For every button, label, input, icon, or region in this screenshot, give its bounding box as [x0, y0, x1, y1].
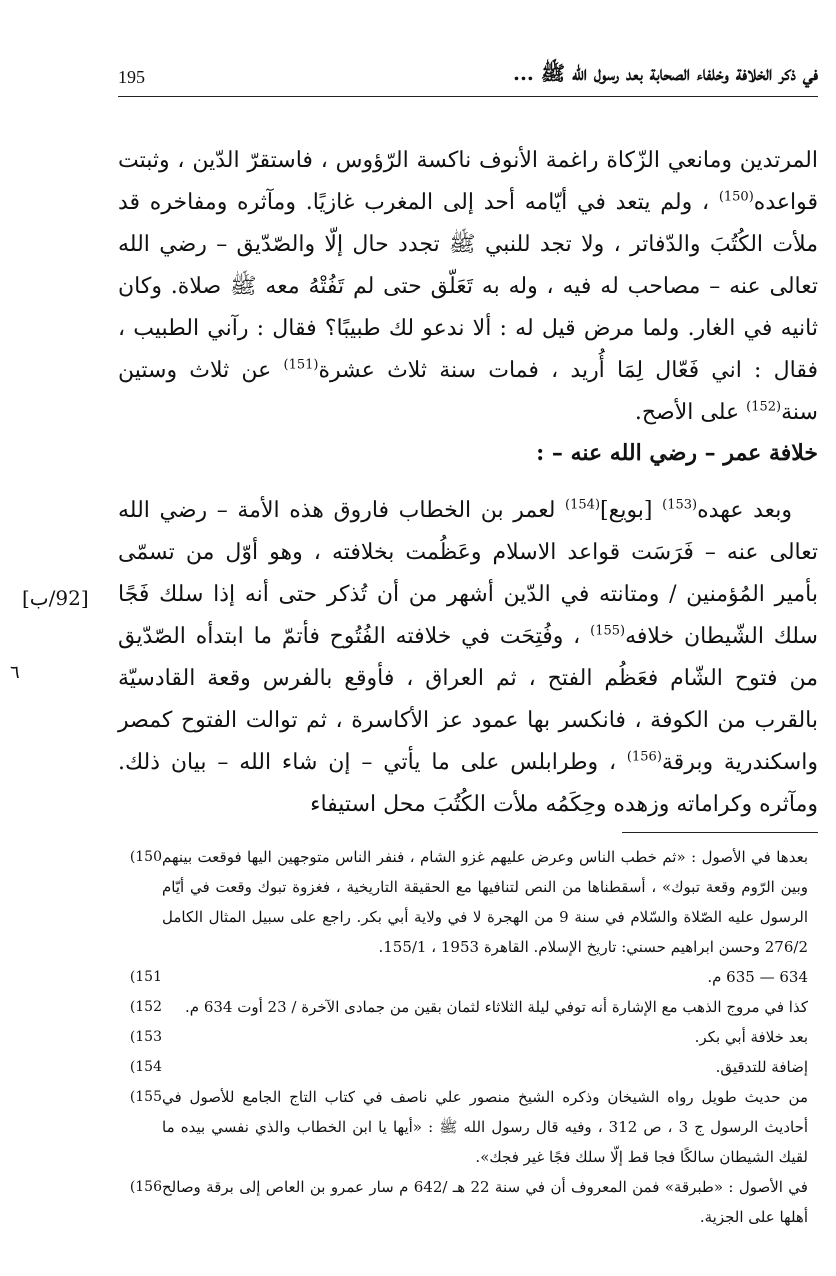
footnote-text: إضافة للتدقيق.: [715, 1058, 808, 1076]
running-header: [118, 60, 818, 97]
footnote-ref[interactable]: (155): [590, 623, 626, 639]
footnote-divider: [622, 832, 818, 833]
footnote-number: (155: [129, 1089, 162, 1105]
footnote-number: (156: [129, 1179, 162, 1195]
footnote-item: [118, 962, 818, 992]
footnote-ref[interactable]: (153): [662, 497, 698, 513]
footnote-ref[interactable]: (150): [718, 189, 754, 205]
footnote-ref[interactable]: (151): [283, 357, 319, 373]
paragraph-umar: [118, 490, 818, 826]
footnote-text: كذا في مروج الذهب مع الإشارة أنه توفي ليلة الثلاثاء لثمان بقين من جمادى الآخرة / 23 أوت 634 م.: [185, 998, 808, 1016]
text-run: [بويع]: [600, 498, 663, 523]
footnote-ref[interactable]: (154): [565, 497, 601, 513]
footnote-text: 634 — 635 م.: [707, 968, 808, 986]
footnote-ref[interactable]: (156): [626, 749, 662, 765]
text-run: لعمر بن الخطاب فاروق هذه الأمة – رضي الله تعالى عنه – فَرَسَت قواعد الاسلام وعَظُمت بخلافته ، وهو أوّل من تسمّى بأمير المُؤمنين / ومتانته في الدّين أشهر من أن تُذكر حتى أنه إذا سلك فَجًا سلك الشّيطان خلافه: [118, 498, 818, 649]
header-title: في ذكر الخلافة وخلفاء الصحابة بعد رسول الله ﷺ ...: [513, 61, 818, 85]
footnotes-list: [118, 842, 818, 1232]
folio-reference: [92/ب]: [22, 586, 89, 610]
footnote-number: (152: [129, 999, 162, 1015]
footnote-item: [118, 992, 818, 1022]
footnote-ref[interactable]: (152): [746, 399, 782, 415]
footnote-number: (153: [129, 1029, 162, 1045]
text-run: ، وطرابلس على ما يأتي – إن شاء الله – بيان ذلك. ومآثره وكراماته وزهده وحِكَمُه ملأت الكُتُبَ محل استيفاء: [118, 750, 818, 817]
page-number: 195: [118, 67, 145, 87]
footnote-text: من حديث طويل رواه الشيخان وذكره الشيخ منصور علي ناصف في كتاب التاج الجامع للأصول في أحاديث الرسول ج 3 ، ص 312 ، وفيه قال رسول الله ﷺ : «أيها يا ابن الخطاب والذي نفسي بيده ما لقيك الشيطان سالكًا فجا قط إلّا سلك فجًا غير فجك».: [162, 1088, 809, 1166]
footnote-item: [118, 1022, 818, 1052]
footnote-item: [118, 1082, 818, 1172]
section-heading: خلافة عمر – رضي الله عنه – :: [536, 440, 818, 466]
margin-mark: ٦: [10, 662, 20, 683]
text-run: المرتدين ومانعي الزّكاة راغمة الأنوف ناكسة الرّؤوس ، فاستقرّ الدّين ، وثبتت قواعده: [118, 148, 818, 215]
footnote-number: (150: [129, 849, 162, 865]
text-run: وبعد عهده: [697, 498, 792, 523]
footnote-item: [118, 842, 818, 962]
footnote-text: بعد خلافة أبي بكر.: [694, 1028, 808, 1046]
paragraph-abu-bakr: [118, 140, 818, 434]
footnote-number: (151: [129, 969, 162, 985]
text-run: على الأصح.: [634, 400, 747, 425]
footnote-number: (154: [129, 1059, 162, 1075]
text-run: عن ثلاث وستين سنة: [118, 358, 818, 425]
text-run: ، ولم يتعد في أيّامه أحد إلى المغرب غازيًا. ومآثره ومفاخره قد ملأت الكُتُبَ والدّفاتر ، ولا تجد للنبي ﷺ تجدد حال إلّا والصّدّيق – رضي الله تعالى عنه – مصاحب له فيه ، وله به تَعَلّق حتى لم تَفُتْهُ معه ﷺ صلاة. وكان ثانيه في الغار. ولما مرض قيل له : ألا ندعو لك طبيبًا؟ فقال : رآني الطبيب ، فقال : اني فَعّال لِمَا أُريد ، فمات سنة ثلاث عشرة: [118, 190, 818, 383]
footnote-item: [118, 1052, 818, 1082]
footnote-text: بعدها في الأصول : «ثم خطب الناس وعرض عليهم غزو الشام ، فنفر الناس متوجهين اليها فوقعت بينهم وبين الرّوم وقعة تبوك» ، أسقطناها من النص لتنافيها مع الحقيقة التاريخية ، فغزوة تبوك وقعت في أيّام الرسول عليه الصّلاة والسّلام في سنة 9 من الهجرة لا في ولاية أبي بكر. راجع على سبيل المثال الكامل 276/2 وحسن ابراهيم حسني: تاريخ الإسلام. القاهرة 1953 ، 155/1.: [162, 848, 808, 956]
text-run: ، وفُتِحَت في خلافته الفُتُوح فأتمّ ما ابتدأه الصّدّيق من فتوح الشّام فعَظُم الفتح ، ثم العراق ، فأوقع بالفرس وقعة القادسيّة بالقرب من الكوفة ، فانكسر بها عمود عز الأكاسرة ، ثم توالت الفتوح كمصر واسكندرية وبرقة: [118, 624, 818, 775]
footnote-item: [118, 1172, 818, 1232]
footnote-text: في الأصول : «طبرقة» فمن المعروف أن في سنة 22 هـ /642 م سار عمرو بن العاص إلى برقة وصالح أهلها على الجزية.: [162, 1178, 808, 1226]
